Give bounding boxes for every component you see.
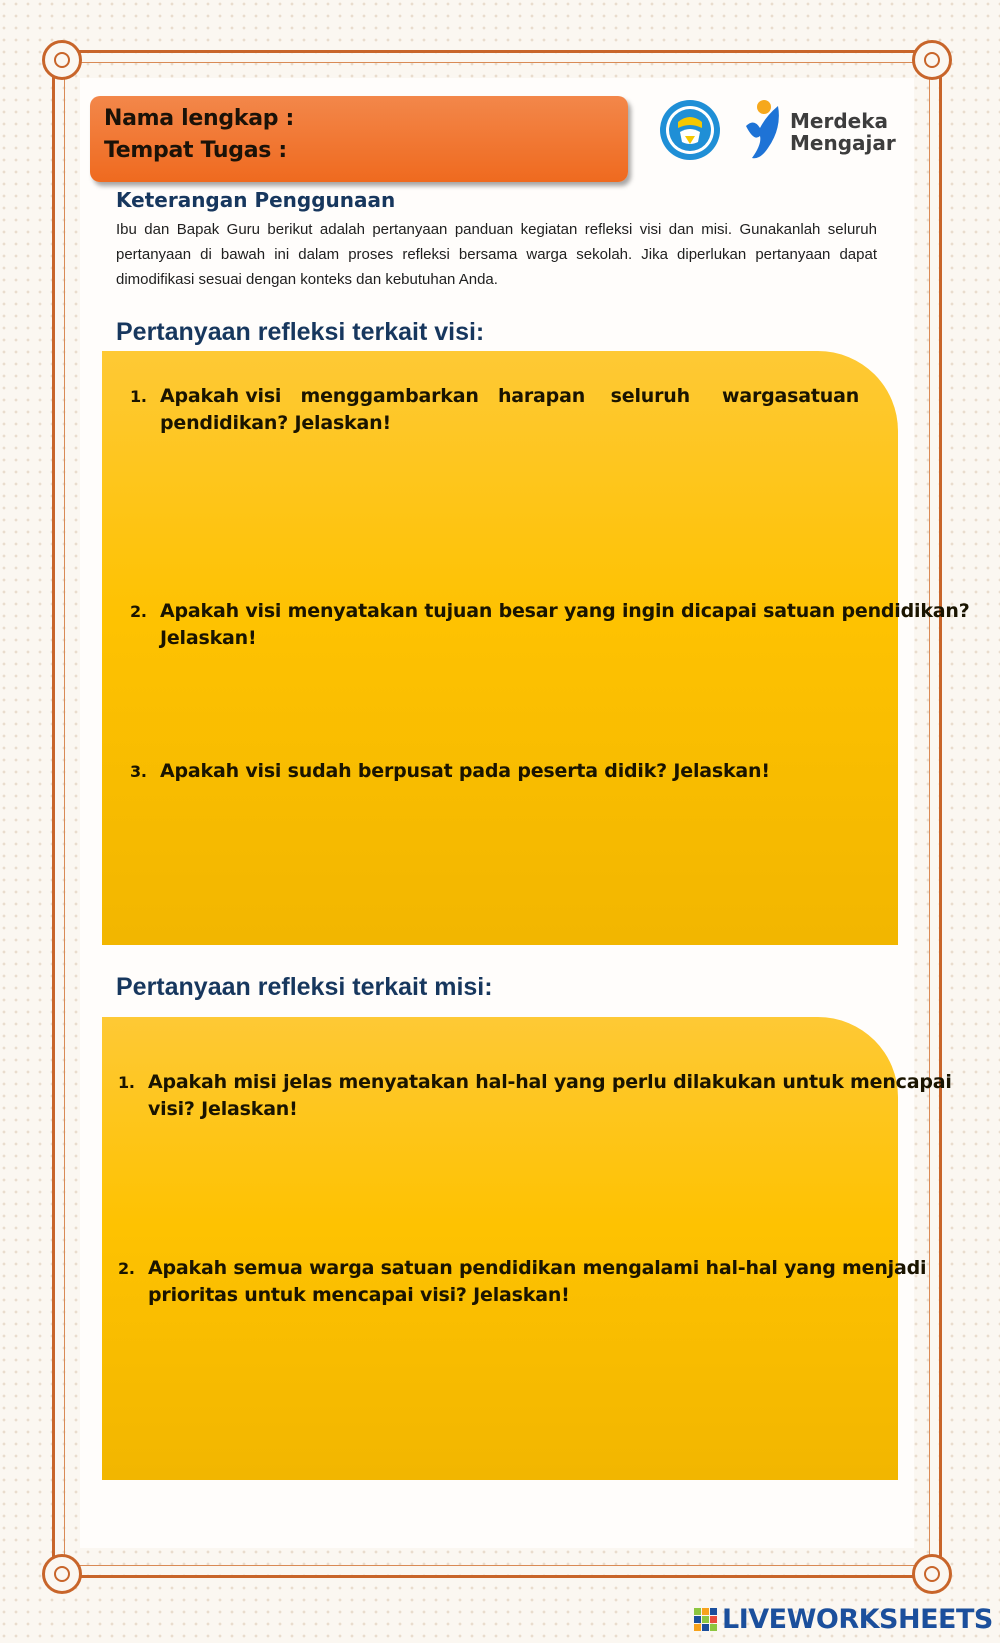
mission-section-title: Pertanyaan refleksi terkait misi:	[116, 973, 493, 1001]
question-line-1: Apakah visi sudah berpusat pada peserta didik? Jelaskan!	[160, 760, 770, 782]
question-number: 2.	[130, 602, 147, 621]
question-line-1: Apakah visi menyatakan tujuan besar yang ingin dicapai satuan pendidikan?	[160, 600, 970, 622]
name-label: Nama lengkap :	[104, 106, 295, 131]
question-line-1: Apakah visi menggambarkan harapan seluruh wargasatuan	[160, 385, 860, 407]
question-number: 3.	[130, 762, 147, 781]
question-number: 1.	[130, 387, 147, 406]
brand-line-1: Merdeka	[790, 109, 889, 133]
usage-body: Ibu dan Bapak Guru berikut adalah pertanyaan panduan kegiatan refleksi visi dan misi. Gunakanlah seluruh pertanyaan di bawah ini dalam proses refleksi bersama warga sekolah. Jika diperlukan pertanyaan dapat dimodifikasi sesuai dengan konteks dan kebutuhan Anda.	[116, 221, 877, 288]
question-number: 2.	[118, 1259, 135, 1278]
merdeka-mengajar-logo	[738, 98, 898, 166]
corner-ornament-bottom-right	[912, 1554, 952, 1594]
question-line-2: Jelaskan!	[160, 627, 257, 649]
question-line-2: pendidikan? Jelaskan!	[160, 412, 391, 434]
vision-answer-panel[interactable]	[102, 351, 970, 945]
question-line-2: visi? Jelaskan!	[148, 1098, 298, 1120]
corner-ornament-top-right	[912, 40, 952, 80]
liveworksheets-icon	[694, 1608, 718, 1632]
question-line-1: Apakah misi jelas menyatakan hal-hal yang perlu dilakukan untuk mencapai	[148, 1071, 952, 1093]
question-line-2: prioritas untuk mencapai visi? Jelaskan!	[148, 1284, 570, 1306]
question-line-1: Apakah semua warga satuan pendidikan mengalami hal-hal yang menjadi	[148, 1257, 927, 1279]
question-number: 1.	[118, 1073, 135, 1092]
mission-answer-panel[interactable]	[102, 1017, 952, 1480]
tut-wuri-handayani-logo-icon	[658, 98, 722, 162]
liveworksheets-watermark[interactable]	[694, 1604, 994, 1634]
usage-title: Keterangan Penggunaan	[116, 188, 396, 212]
brand-line-2: Mengajar	[790, 131, 896, 155]
vision-section-title: Pertanyaan refleksi terkait visi:	[116, 318, 485, 346]
place-label: Tempat Tugas :	[104, 138, 287, 163]
corner-ornament-top-left	[42, 40, 82, 80]
merdeka-mengajar-swoosh-icon	[738, 98, 788, 164]
identity-header-box	[90, 96, 628, 182]
liveworksheets-text: LIVEWORKSHEETS	[722, 1604, 993, 1635]
corner-ornament-bottom-left	[42, 1554, 82, 1594]
